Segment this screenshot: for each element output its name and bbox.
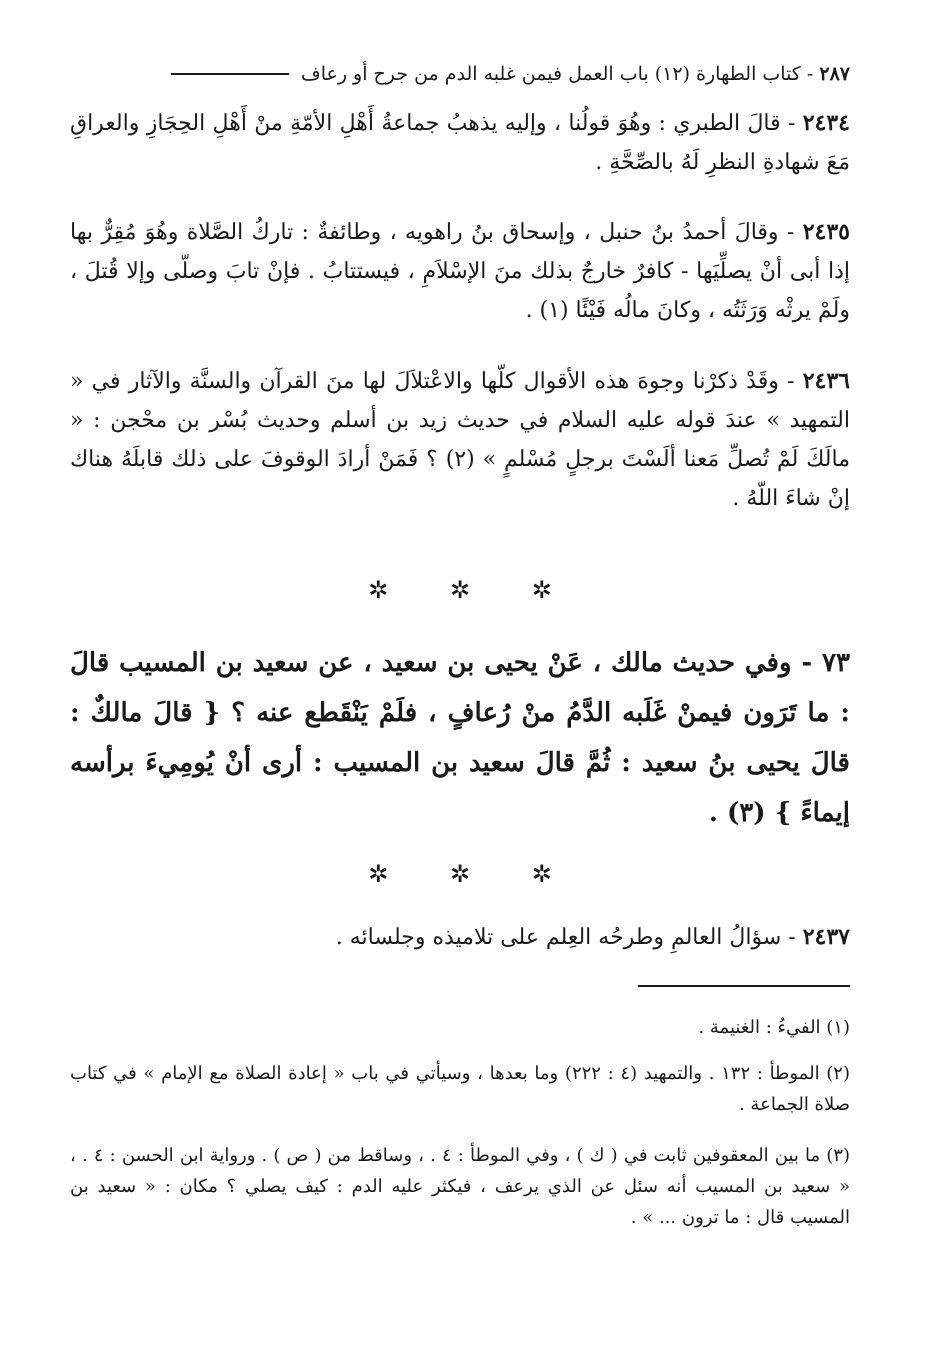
star-ornament: ✲ [449,576,471,604]
hadith-text: - وفي حديث مالك ، عَنْ يحيى بن سعيد ، عن سعيد بن المسيب قالَ : ما تَرَون فيمنْ غَلَبه الدَّمُ منْ رُعافٍ ، فلَمْ يَنْقَطع عنه ؟ { قالَ مالكٌ : قالَ يحيى بنُ سعيد : ثُمَّ قالَ سعيد بن المسيب : أرى أنْ يُومِيءَ برأسه إيماءً } (٣) . [70,648,850,828]
star-ornament: ✲ [368,860,389,888]
paragraph-number: ٢٤٣٤ [802,110,850,136]
paragraph-2437 [70,918,850,957]
star-ornament: ✲ [449,860,471,888]
running-title: كتاب الطهارة (١٢) باب العمل فيمن غلبه الدم من جرح أو رعاف [301,63,801,85]
star-ornament: ✲ [368,576,389,604]
paragraph-number: ٢٤٣٧ [802,924,850,950]
paragraph-2436 [70,362,850,518]
paragraph-text: - قالَ الطبري : وهُوَ قولُنا ، وإليه يذهبُ جماعةُ أَهْلِ الأمّةِ منْ أَهْلِ الحِجَازِ والعراقِ مَعَ شهادةِ النظرِ لَهُ بالصِّحَّةِ . [70,111,850,175]
header-separator: - [806,63,814,85]
section-separator [70,860,850,888]
paragraph-2434 [70,104,850,182]
star-ornament: ✲ [531,576,552,604]
footnote-2: (٢) الموطأ : ١٣٢ . والتمهيد (٤ : ٢٢٢) وما بعدها ، وسيأتي في باب « إعادة الصلاة مع الإمام » في كتاب صلاة الجماعة . [70,1063,850,1115]
paragraph-text: - وقَدْ ذكرْنا وجوهَ هذه الأقوال كلّها والاعْتلاَلَ لها منَ القرآن والسنَّة والآثار في « التمهيد » عندَ قوله عليه السلام في حديث زيد بن أسلم وحديث بُسْر بن محْجن : « مالَكَ لَمْ تُصلِّ مَعنا ألَسْتَ برجلٍ مُسْلمٍ » (٢) ؟ فَمَنْ أرادَ الوقوفَ على ذلك قابلَهُ هناك إنْ شاءَ اللّهُ . [70,369,850,511]
footnote-3: (٣) ما بين المعقوفين ثابت في ( ك ) ، وفي الموطأ : ٤ . ، وساقط من ( ص ) . ورواية ابن الحسن : ٤ . ، « سعيد بن المسيب أنه سئل عن الذي يرعف ، فيكثر عليه الدم : كيف يصلي ؟ مكان : « سعيد بن المسيب قال : ما ترون ... » . [70,1145,850,1228]
paragraph-number: ٢٤٣٦ [802,368,850,394]
running-header [70,56,850,92]
paragraph-2435 [70,213,850,330]
star-ornament: ✲ [531,860,552,888]
paragraph-text: - سؤالُ العالمِ وطرحُه العِلم على تلاميذه وجلسائه . [335,925,796,950]
footnote-1: (١) الفيءُ : الغنيمة . [698,1017,850,1038]
hadith-73 [70,638,850,838]
hadith-number: ٧٣ [822,648,850,678]
page-number: ٢٨٧ [819,63,850,85]
header-rule [171,73,289,75]
paragraph-text: - وقالَ أحمدُ بنُ حنبل ، وإسحاق بنُ راهويه ، وطائفةٌ : تاركُ الصَّلاة وهُوَ مُقِرٌّ بها إذا أبى أنْ يصلِّيَها - كافرٌ خارجٌ بذلك منَ الإسْلاَمِ ، فيستتابُ . فإنْ تابَ وصلّى وإلا قُتلَ ، ولَمْ يرثْه وَرَثَتُه ، وكانَ مالُه فَيْئًا (١) . [70,220,850,323]
footnote-rule [638,985,850,987]
section-separator [70,576,850,604]
paragraph-number: ٢٤٣٥ [802,219,850,245]
book-page [70,0,850,1360]
